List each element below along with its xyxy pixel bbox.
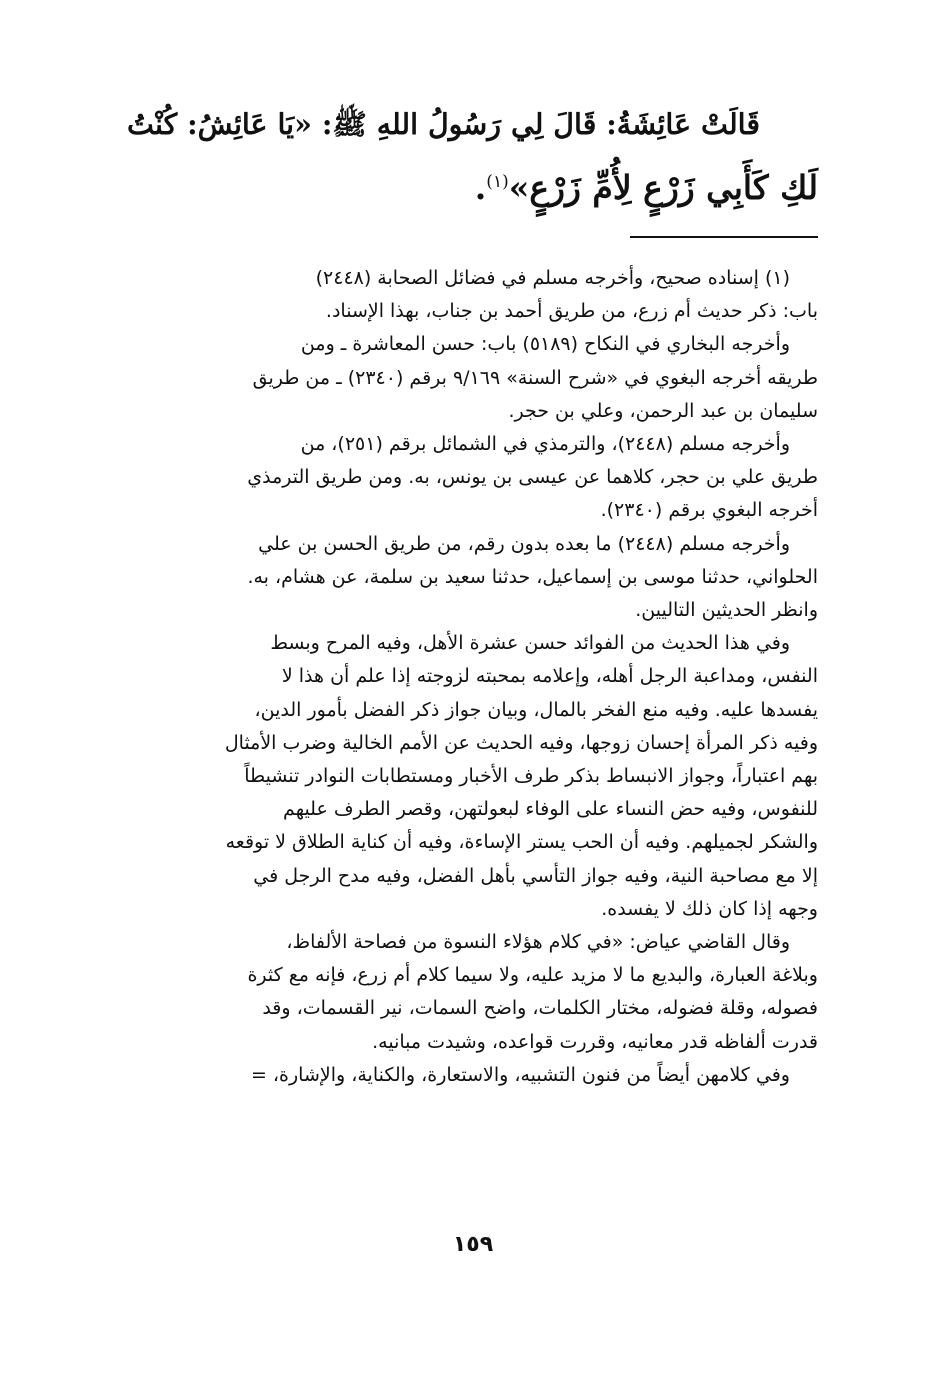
footnote-separator	[630, 236, 818, 238]
footnote-line: سليمان بن عبد الرحمن، وعلي بن حجر.	[508, 399, 818, 422]
footnote-line: وجهه إذا كان ذلك لا يفسده.	[601, 897, 818, 920]
footnote-line: طريق علي بن حجر، كلاهما عن عيسى بن يونس، به. ومن طريق الترمذي	[247, 466, 818, 489]
footnote-paragraph	[128, 328, 818, 428]
footnote-paragraph	[128, 428, 818, 528]
footnote-line: قدرت ألفاظه قدر معانيه، وقررت قواعده، وشيدت مبانيه.	[372, 1030, 818, 1053]
footnote-paragraph	[128, 262, 818, 328]
page-number: ١٥٩	[452, 1232, 494, 1257]
footnote-marker: (١)	[486, 172, 509, 192]
footnote-line: وانظر الحديثين التاليين.	[635, 599, 818, 622]
footnote-line: الحلواني، حدثنا موسى بن إسماعيل، حدثنا سعيد بن سلمة، عن هشام، به.	[247, 565, 818, 588]
footnote-line: فصوله، وقلة فضوله، مختار الكلمات، واضح السمات، نير القسمات، وقد	[262, 997, 818, 1020]
footnote-line: وفيه ذكر المرأة إحسان زوجها، وفيه الحديث عن الأمم الخالية وضرب الأمثال	[224, 731, 818, 754]
footnote-line: أخرجه البغوي برقم (٢٣٤٠).	[600, 499, 818, 522]
footnote-paragraph	[128, 528, 818, 628]
hadith-line-2	[128, 153, 818, 217]
footnote-line: وأخرجه البخاري في النكاح (٥١٨٩) باب: حسن المعاشرة ـ ومن	[300, 333, 790, 356]
footnote-paragraph	[128, 1059, 818, 1092]
footnote-line: وقال القاضي عياض: «في كلام هؤلاء النسوة من فصاحة الألفاظ،	[286, 931, 790, 954]
footnote-line: (١) إسناده صحيح، وأخرجه مسلم في فضائل الصحابة (٢٤٤٨)	[315, 267, 790, 289]
footnote-line: والشكر لجميلهم. وفيه أن الحب يستر الإساءة، وفيه أن كناية الطلاق لا توقعه	[225, 831, 818, 854]
footnote-line: وبلاغة العبارة، والبديع ما لا مزيد عليه، ولا سيما كلام أم زرع، فإنه مع كثرة	[247, 964, 818, 987]
footnotes	[128, 262, 818, 1092]
footnote-line: وأخرجه مسلم (٢٤٤٨)، والترمذي في الشمائل برقم (٢٥١)، من	[300, 433, 790, 456]
footnote-line: يفسدها عليه. وفيه منع الفخر بالمال، وبيان جواز ذكر الفضل بأمور الدين،	[254, 698, 818, 721]
footnote-line: بهم اعتباراً، وجواز الانبساط بذكر طرف الأخبار ومستطابات النوادر تنشيطاً	[244, 765, 818, 788]
hadith-end-period: .	[474, 168, 487, 207]
hadith-text	[128, 95, 818, 217]
footnote-line: باب: ذكر حديث أم زرع، من طريق أحمد بن جناب، بهذا الإسناد.	[325, 300, 818, 323]
footnote-line: طريقه أخرجه البغوي في «شرح السنة» ٩/١٦٩ برقم (٢٣٤٠) ـ من طريق	[252, 366, 818, 389]
hadith-line-1: قَالَتْ عَائِشَةُ: قَالَ لِي رَسُولُ اللهِ ﷺ: «يَا عَائِشُ: كُنْتُ	[127, 107, 760, 141]
footnote-line: النفس، ومداعبة الرجل أهله، وإعلامه بمحبته لزوجته إذا علم أن هذا لا	[281, 665, 818, 688]
hadith-line-2-text: لَكِ كَأَبِي زَرْعٍ لِأُمِّ زَرْعٍ»	[508, 168, 818, 207]
footnote-line: إلا مع مصاحبة النية، وفيه جواز التأسي بأهل الفضل، وفيه مدح الرجل في	[253, 864, 818, 887]
footnote-line: وفي هذا الحديث من الفوائد حسن عشرة الأهل، وفيه المرح وبسط	[270, 632, 790, 655]
footnote-line: وفي كلامهن أيضاً من فنون التشبيه، والاستعارة، والكناية، والإشارة، =	[250, 1063, 790, 1086]
footnote-paragraph	[128, 627, 818, 926]
footnote-paragraph	[128, 926, 818, 1059]
footnote-line: وأخرجه مسلم (٢٤٤٨) ما بعده بدون رقم، من طريق الحسن بن علي	[258, 532, 790, 555]
footnote-line: للنفوس، وفيه حض النساء على الوفاء لبعولتهن، وقصر الطرف عليهم	[283, 798, 818, 821]
